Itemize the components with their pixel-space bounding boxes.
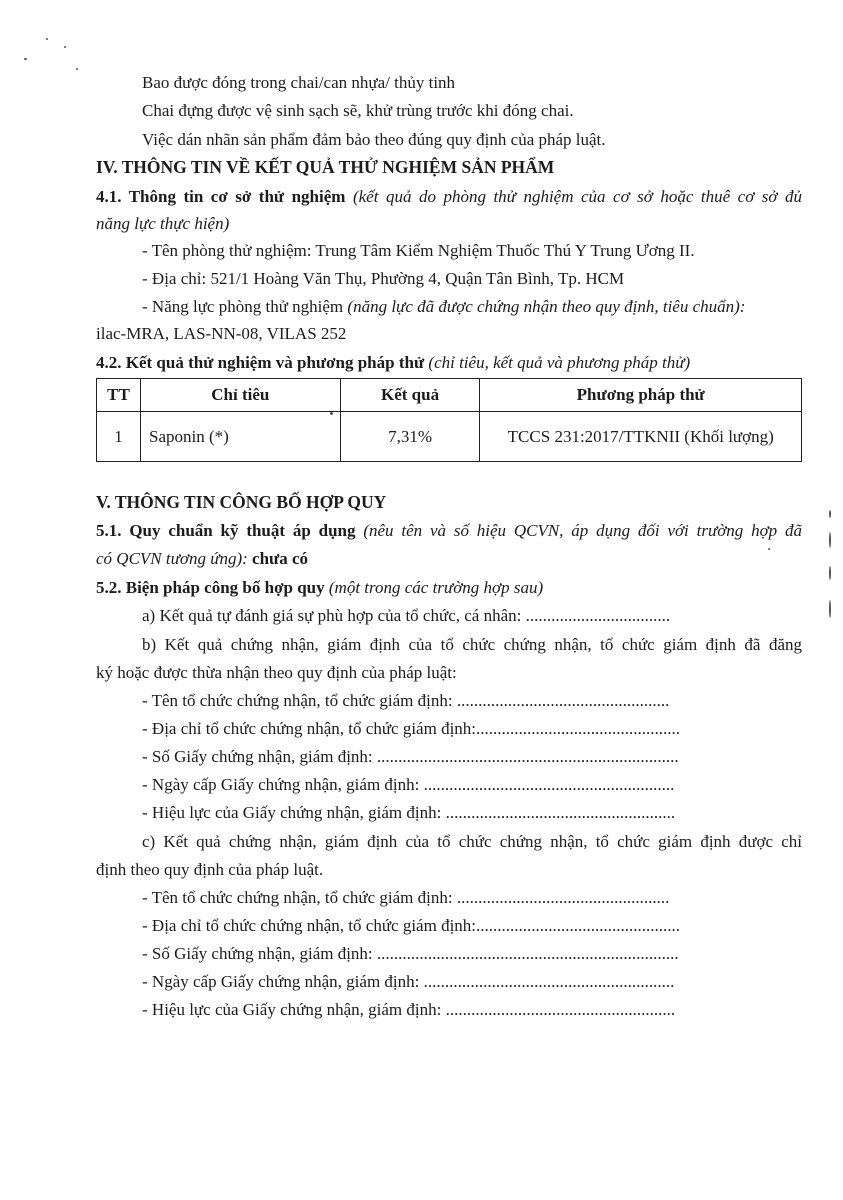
section-4-title: IV. THÔNG TIN VỀ KẾT QUẢ THỬ NGHIỆM SẢN PHẨM (96, 157, 555, 177)
section-4-2-title: 4.2. Kết quả thử nghiệm và phương pháp thử (96, 353, 425, 372)
section-5-1-note: (nêu tên và số hiệu QCVN, áp dụng đối với trường hợp đã (363, 521, 802, 540)
option-c-item: - Hiệu lực của Giấy chứng nhận, giám định: ...................................................... (142, 1000, 676, 1019)
lab-capacity-value: ilac-MRA, LAS-NN-08, VILAS 252 (96, 324, 347, 343)
table-row (97, 412, 802, 462)
section-5-1-heading (96, 520, 802, 542)
section-4-1-note: (kết quả do phòng thử nghiệm của cơ sở hoặc thuê cơ sở đủ (352, 187, 802, 206)
packaging-line: Chai đựng được vệ sinh sạch sẽ, khử trùng trước khi đóng chai. (142, 101, 574, 120)
table-header-cell: Phương pháp thử (480, 379, 802, 412)
option-a-line: a) Kết quả tự đánh giá sự phù hợp của tổ chức, cá nhân: .................................. (142, 606, 671, 625)
scan-speck (24, 58, 27, 60)
table-header-cell: Chỉ tiêu (140, 379, 340, 412)
option-b-item: - Địa chỉ tổ chức chứng nhận, tổ chức giám định:................................................ (142, 719, 681, 738)
section-5-2-heading (96, 577, 543, 599)
table-cell-result: 7,31% (340, 412, 480, 462)
scan-speck (829, 532, 831, 548)
section-5-1-cont (96, 548, 308, 570)
option-c-item: - Ngày cấp Giấy chứng nhận, giám định: ........................................................... (142, 972, 675, 991)
packaging-line: Việc dán nhãn sản phẩm đảm bảo theo đúng quy định của pháp luật. (142, 130, 606, 149)
section-5-1-title: 5.1. Quy chuẩn kỹ thuật áp dụng (96, 521, 356, 540)
packaging-line: Bao được đóng trong chai/can nhựa/ thủy tinh (142, 73, 456, 92)
scan-speck (46, 38, 48, 40)
option-c-line-cont: định theo quy định của pháp luật. (96, 860, 324, 879)
option-b-line: b) Kết quả chứng nhận, giám định của tổ chức chứng nhận, tổ chức giám định đã đăng (142, 635, 802, 654)
section-4-1-heading (96, 186, 802, 208)
section-4-1-title: 4.1. Thông tin cơ sở thử nghiệm (96, 187, 346, 206)
section-5-1-value: chưa có (252, 549, 309, 568)
section-5-1-note-cont: có QCVN tương ứng): (96, 549, 248, 568)
option-c-item: - Số Giấy chứng nhận, giám định: ....................................................................... (142, 944, 679, 963)
scan-speck (829, 600, 831, 618)
section-4-2-note: (chỉ tiêu, kết quả và phương pháp thử) (428, 353, 691, 372)
option-b-line-cont: ký hoặc được thừa nhận theo quy định của pháp luật: (96, 663, 457, 682)
scan-speck (76, 68, 78, 70)
section-5-2-note: (một trong các trường hợp sau) (328, 578, 544, 597)
option-c-item: - Tên tổ chức chứng nhận, tổ chức giám định: .................................................. (142, 888, 670, 907)
option-b-item: - Ngày cấp Giấy chứng nhận, giám định: ........................................................... (142, 775, 675, 794)
scan-speck (829, 566, 831, 580)
scan-speck (829, 510, 831, 518)
section-5-2-title: 5.2. Biện pháp công bố hợp quy (96, 578, 325, 597)
lab-name: - Tên phòng thử nghiệm: Trung Tâm Kiểm Nghiệm Thuốc Thú Y Trung Ương II. (142, 241, 695, 260)
lab-address: - Địa chỉ: 521/1 Hoàng Văn Thụ, Phường 4, Quận Tân Bình, Tp. HCM (142, 269, 625, 288)
section-4-1-note-cont: năng lực thực hiện) (96, 214, 230, 233)
table-header-cell: TT (97, 379, 141, 412)
option-b-item: - Tên tổ chức chứng nhận, tổ chức giám định: .................................................. (142, 691, 670, 710)
section-4-2-heading (96, 352, 690, 374)
table-cell-tt: 1 (97, 412, 141, 462)
option-c-line: c) Kết quả chứng nhận, giám định của tổ chức chứng nhận, tổ chức giám định được chỉ (142, 832, 802, 851)
scan-speck (64, 46, 66, 48)
lab-capacity-note: (năng lực đã được chứng nhận theo quy định, tiêu chuẩn): (347, 297, 746, 316)
option-c-item: - Địa chỉ tổ chức chứng nhận, tổ chức giám định:................................................ (142, 916, 681, 935)
table-cell-indicator: Saponin (*) (140, 412, 340, 462)
table-header-row (97, 379, 802, 412)
table-cell-method: TCCS 231:2017/TTKNII (Khối lượng) (480, 412, 802, 462)
option-b-item: - Số Giấy chứng nhận, giám định: ....................................................................... (142, 747, 679, 766)
option-b-item: - Hiệu lực của Giấy chứng nhận, giám định: ...................................................... (142, 803, 676, 822)
section-5-title: V. THÔNG TIN CÔNG BỐ HỢP QUY (96, 492, 387, 512)
test-results-table (96, 378, 802, 462)
lab-capacity-label: - Năng lực phòng thử nghiệm (142, 297, 344, 316)
table-header-cell: Kết quả (340, 379, 480, 412)
lab-capacity (142, 296, 745, 318)
scan-speck (768, 548, 770, 550)
